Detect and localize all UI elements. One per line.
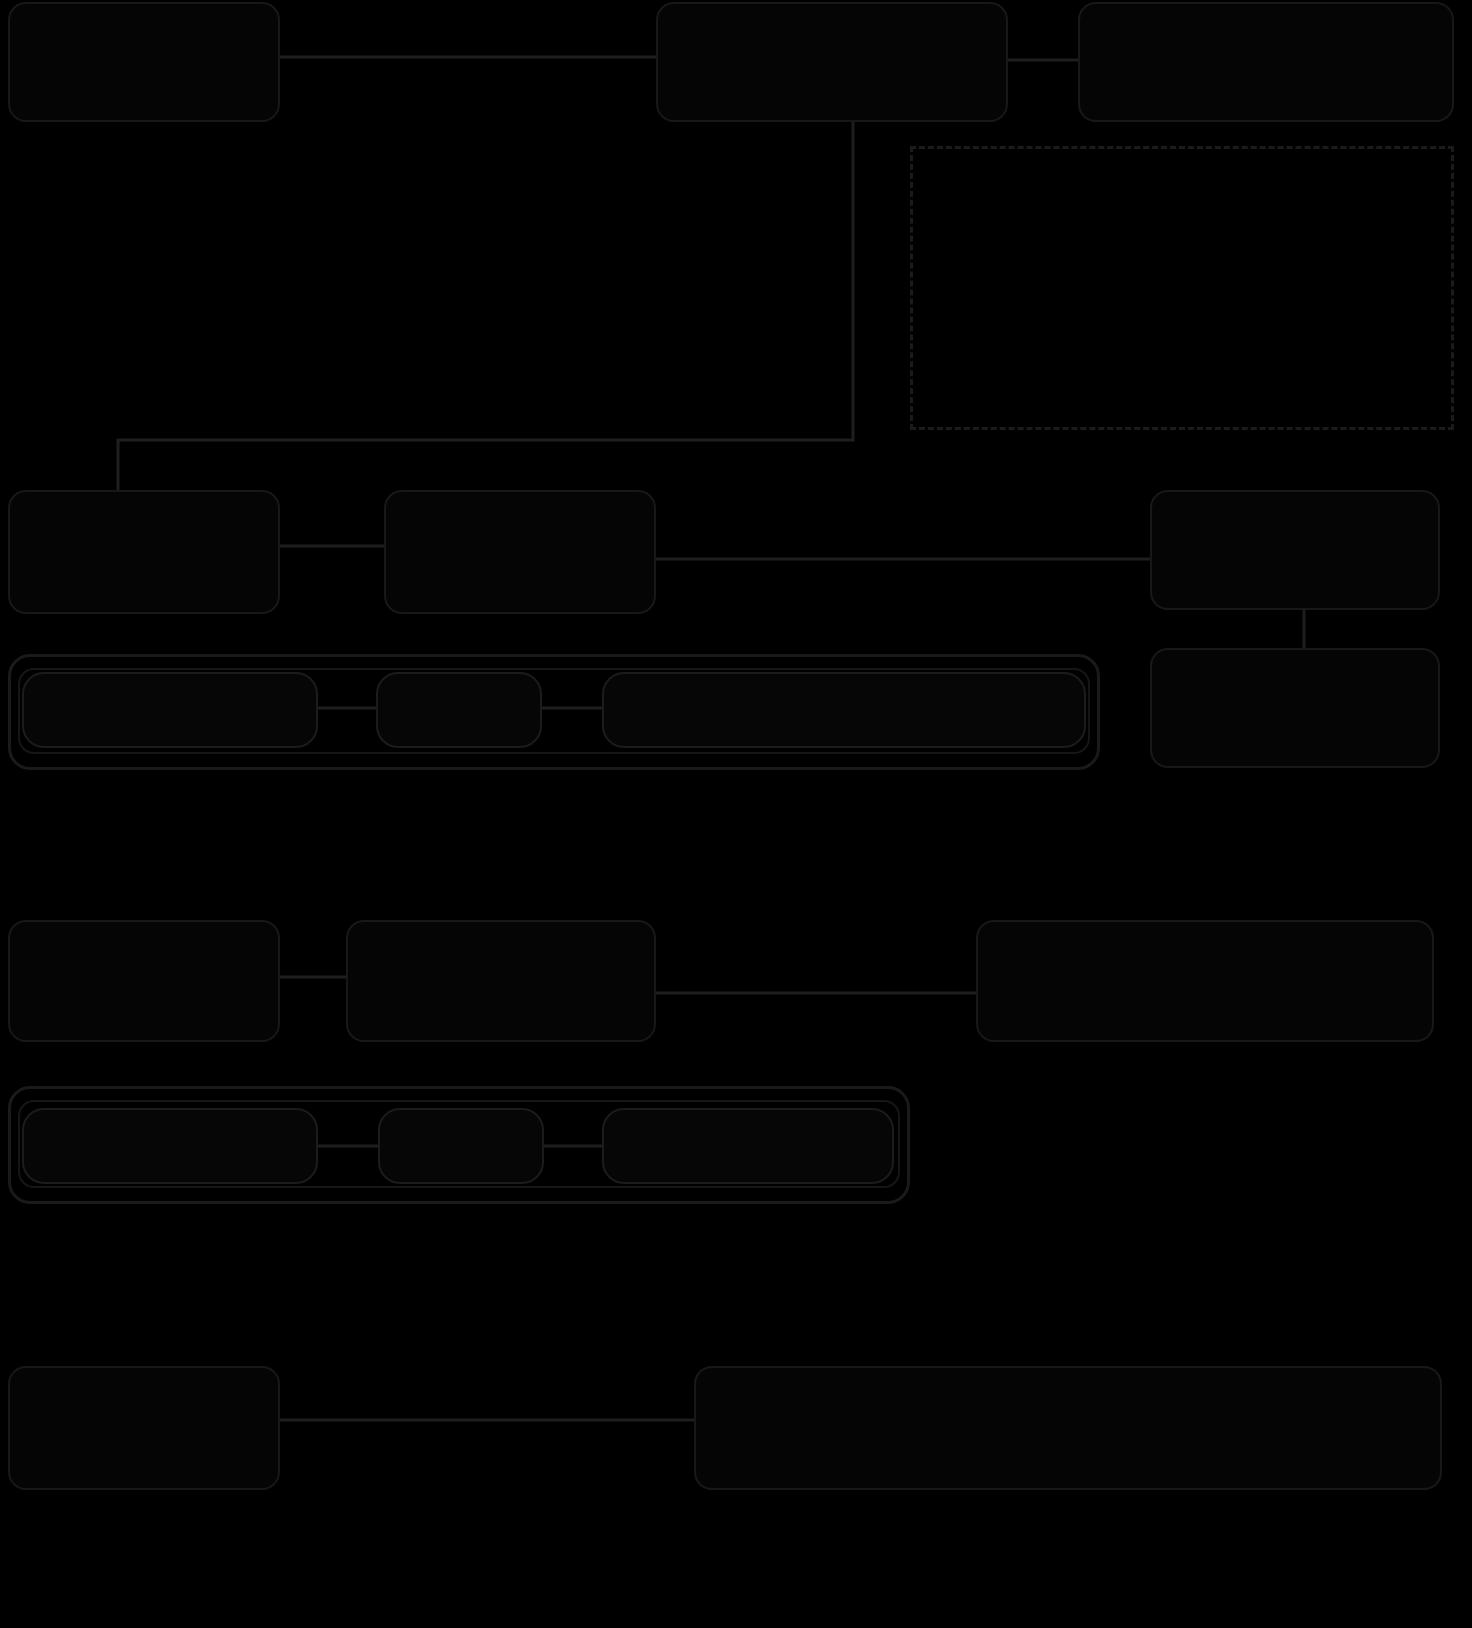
legend-key <box>933 363 1143 391</box>
process-node <box>1078 2 1454 122</box>
annotation-text <box>20 786 1420 834</box>
group-item <box>602 1108 894 1184</box>
legend-title <box>933 161 1433 197</box>
annotation-text <box>926 1116 1446 1176</box>
process-node <box>694 1366 1442 1490</box>
annotation-text <box>306 84 632 192</box>
process-node <box>656 2 1008 122</box>
process-node <box>346 920 656 1042</box>
process-node <box>8 1366 280 1490</box>
process-node <box>1150 648 1440 768</box>
process-node <box>8 2 280 122</box>
legend-desc <box>1145 253 1435 297</box>
group-item <box>22 672 318 748</box>
annotation-text <box>8 1214 1458 1266</box>
annotation-text <box>46 1518 1446 1608</box>
group-item <box>378 1108 544 1184</box>
process-node <box>976 920 1434 1042</box>
legend-desc <box>1145 353 1435 421</box>
process-node <box>8 490 280 614</box>
process-node <box>8 920 280 1042</box>
annotation-text <box>306 326 706 408</box>
legend-key <box>933 253 1123 297</box>
group-item <box>376 672 542 748</box>
annotation-text <box>666 522 1138 544</box>
process-node <box>1150 490 1440 610</box>
process-node <box>384 490 656 614</box>
legend-box <box>910 146 1454 430</box>
group-item <box>22 1108 318 1184</box>
group-item <box>602 672 1086 748</box>
